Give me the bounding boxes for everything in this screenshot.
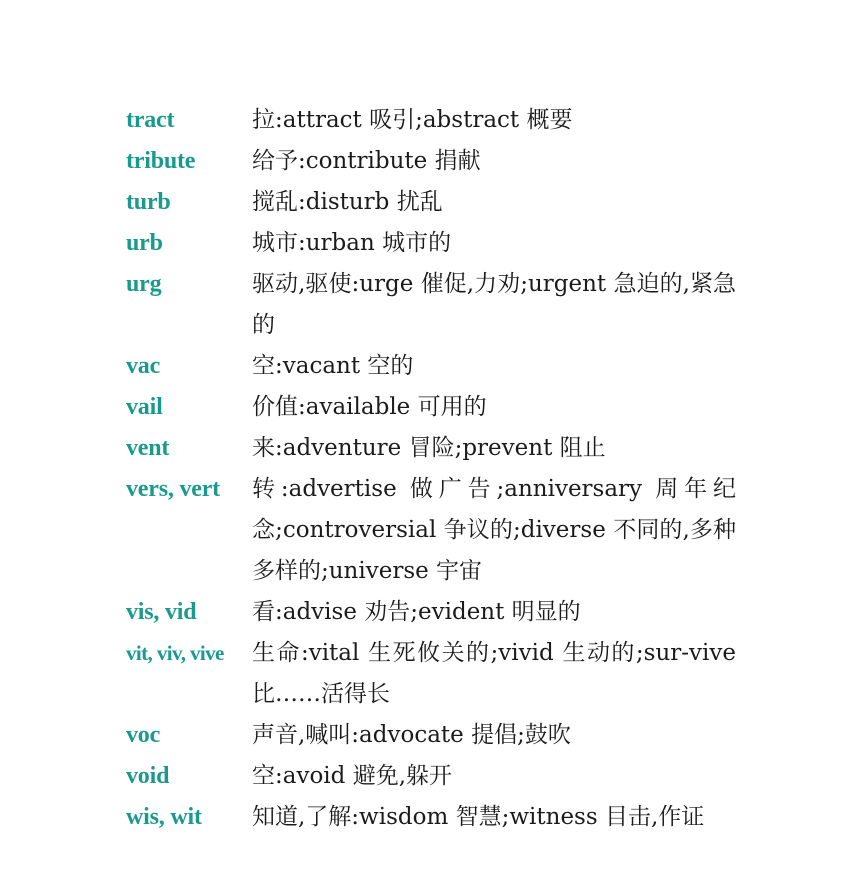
entry-turb (126, 182, 736, 223)
entry-urb (126, 223, 736, 264)
entry-vers-vert (126, 469, 736, 592)
root-definition: 知道,了解:wisdom 智慧;witness 目击,作证 (252, 804, 705, 830)
root-term: urb (126, 230, 163, 256)
entry-wis-wit (126, 797, 736, 838)
root-term: vent (126, 435, 170, 461)
root-definition: 城市:urban 城市的 (252, 230, 452, 256)
root-term: vis, vid (126, 599, 197, 625)
root-definition: 搅乱:disturb 扰乱 (252, 189, 443, 215)
root-definition: 价值:available 可用的 (252, 394, 487, 420)
entry-urg (126, 264, 736, 346)
root-term: void (126, 763, 170, 789)
root-definition: 来:adventure 冒险;prevent 阻止 (252, 435, 606, 461)
root-term: vac (126, 353, 161, 379)
root-term: urg (126, 271, 162, 297)
root-definition: 空:vacant 空的 (252, 353, 414, 379)
root-definition: 给予:contribute 捐献 (252, 148, 481, 174)
root-definition: 转:advertise 做广告;anniversary 周年纪念;controversial 争议的;diverse 不同的,多种多样的;universe 宇宙 (252, 476, 736, 584)
entry-vac (126, 346, 736, 387)
entry-vis-vid (126, 592, 736, 633)
root-term: turb (126, 189, 171, 215)
entry-vent (126, 428, 736, 469)
root-term: vers, vert (126, 476, 220, 502)
root-definition: 拉:attract 吸引;abstract 概要 (252, 107, 573, 133)
root-term: tribute (126, 148, 196, 174)
word-root-list (126, 100, 736, 838)
entry-void (126, 756, 736, 797)
root-definition: 看:advise 劝告;evident 明显的 (252, 599, 581, 625)
root-definition: 空:avoid 避免,躲开 (252, 763, 453, 789)
entry-tract (126, 100, 736, 141)
root-term: vail (126, 394, 163, 420)
entry-voc (126, 715, 736, 756)
entry-tribute (126, 141, 736, 182)
root-term: vit, viv, vive (126, 641, 224, 665)
root-definition: 驱动,驱使:urge 催促,力劝;urgent 急迫的,紧急的 (252, 271, 736, 338)
root-term: voc (126, 722, 161, 748)
root-definition: 声音,喊叫:advocate 提倡;鼓吹 (252, 722, 571, 748)
root-term: wis, wit (126, 804, 202, 830)
entry-vit-viv-vive (126, 633, 736, 715)
root-term: tract (126, 107, 175, 133)
entry-vail (126, 387, 736, 428)
root-definition: 生命:vital 生死攸关的;vivid 生动的;sur-vive 比……活得长 (252, 640, 736, 707)
